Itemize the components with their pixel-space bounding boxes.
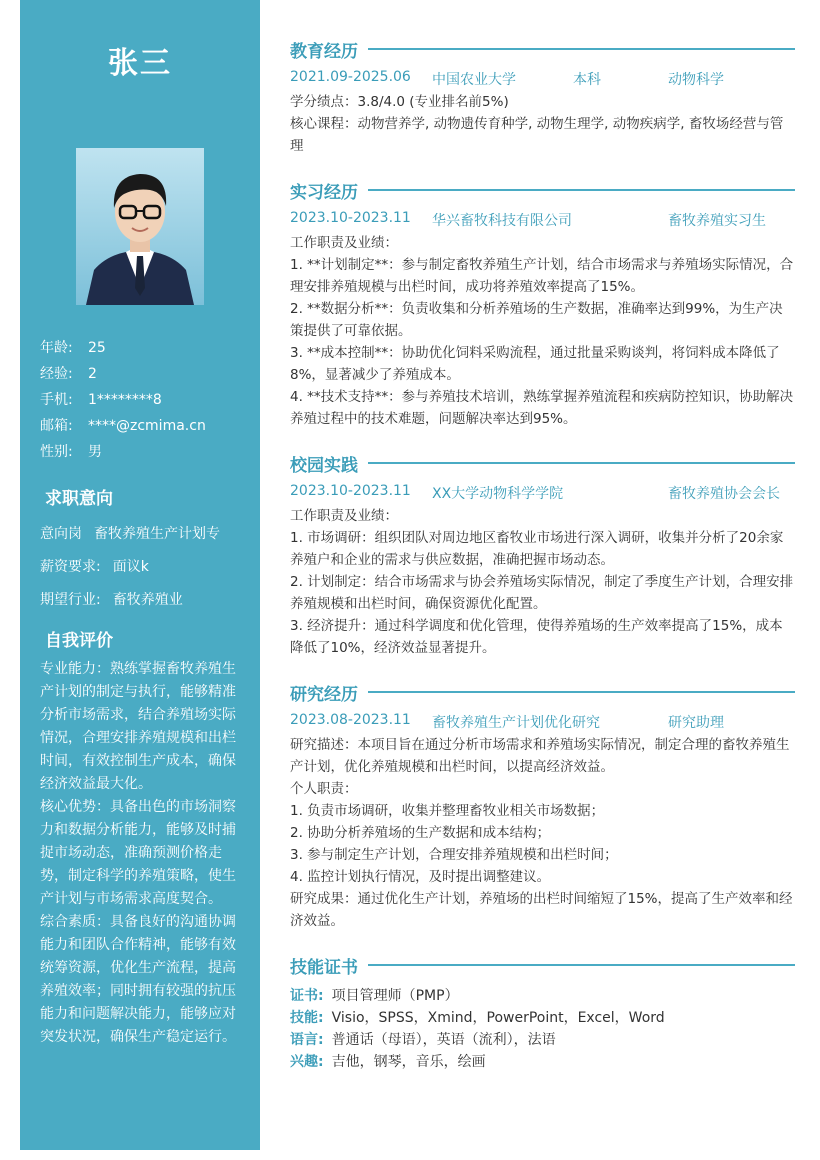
education-date: 2021.09-2025.06 [290,69,411,85]
personal-info [40,335,255,465]
intent-salary: 薪资要求: 面议k [40,559,149,575]
campus-org: XX大学动物科学学院 [432,486,564,502]
campus-role: 畜牧养殖协会会长 [668,486,780,502]
skills-title: 技能证书 [290,957,358,978]
info-experience: 经验: 2 [40,366,97,382]
info-age: 年龄: 25 [40,340,106,356]
campus-body: 工作职责及业绩： 1. 市场调研：组织团队对周边地区畜牧业市场进行深入调研，收集并分析了20余家养殖户和企业的需求与供应数据，准确把握市场动态。 2. 计划制定：结合市场需求与协会养殖场实际情况，制定了季度生产计划，合理安排养殖规模和出栏时间，确保资源优化配置。 3. 经济提升：通过科学调度和优化管理，使得养殖场的生产效率提高了15%，成本降低了10%，经济效益显著提升。 [290,508,794,656]
self-eval-paragraph: 核心优势：具备出色的市场洞察力和数据分析能力，能够及时捕捉市场动态，准确预测价格走势，制定科学的养殖策略，使生产计划与市场需求高度契合。 [40,799,236,907]
section-divider [368,691,795,693]
section-divider [368,964,795,966]
candidate-name: 张三 [108,46,172,81]
education-section [290,37,795,157]
section-divider [368,189,795,191]
campus-date: 2023.10-2023.11 [290,483,411,499]
research-body: 研究描述：本项目旨在通过分析市场需求和养殖场实际情况，制定合理的畜牧养殖生产计划，优化养殖规模和出栏时间，以提高经济效益。 个人职责： 1. 负责市场调研，收集并整理畜牧业相关市场数据； 2. 协助分析养殖场的生产数据和成本结构； 3. 参与制定生产计划，合理安排养殖规模和出栏时间； 4. 监控计划执行情况，及时提出调整建议。 研究成果：通过优化生产计划，养殖场的出栏时间缩短了15%，提高了生产效率和经济效益。 [290,737,793,929]
job-intent-title: 求职意向 [45,489,113,509]
job-intent [40,520,258,619]
campus-meta [290,483,795,505]
internship-section [290,178,795,430]
education-degree: 本科 [573,72,601,88]
research-org: 畜牧养殖生产计划优化研究 [432,715,600,731]
skill-row-skills: 技能: Visio，SPSS，Xmind，PowerPoint，Excel，Word [290,1010,665,1026]
internship-role: 畜牧养殖实习生 [668,213,766,229]
education-major: 动物科学 [668,72,724,88]
skills-list [290,985,795,1073]
internship-meta [290,210,795,232]
research-role: 研究助理 [668,715,724,731]
intent-position: 意向岗 畜牧养殖生产计划专 [40,526,220,542]
research-meta [290,712,795,734]
info-email: 邮箱: ****@zcmima.cn [40,418,206,434]
campus-section [290,451,795,659]
internship-date: 2023.10-2023.11 [290,210,411,226]
research-title: 研究经历 [290,684,358,705]
internship-body: 工作职责及业绩： 1. **计划制定**：参与制定畜牧养殖生产计划，结合市场需求与养殖场实际情况，合理安排养殖规模与出栏时间，成功将养殖效率提高了15%。 2. **数据分析**：负责收集和分析养殖场的生产数据，准确率达到99%，为生产决策提供了可靠依据。 3. **成本控制**：协助优化饲料采购流程，通过批量采购谈判，将饲料成本降低了8%，显著减少了养殖成本。 4. **技术支持**：参与养殖技术培训，熟练掌握养殖流程和疾病防控知识，协助解决养殖过程中的技术难题，问题解决率达到95%。 [290,235,794,427]
info-gender: 性别: 男 [40,444,102,460]
profile-photo [76,148,204,305]
info-phone: 手机: 1********8 [40,392,162,408]
skill-row-interests: 兴趣: 吉他，钢琴，音乐，绘画 [290,1054,486,1070]
internship-org: 华兴畜牧科技有限公司 [432,213,572,229]
education-school: 中国农业大学 [432,72,516,88]
self-eval-paragraph: 专业能力：熟练掌握畜牧养殖生产计划的制定与执行，能够精准分析市场需求，结合养殖场实际情况，合理安排养殖规模和出栏时间，有效控制生产成本，确保经济效益最大化。 [40,661,236,792]
education-body: 学分绩点：3.8/4.0 (专业排名前5%) 核心课程：动物营养学, 动物遗传育种学, 动物生理学, 动物疾病学, 畜牧场经营与管理 [290,94,784,154]
self-eval-paragraph: 综合素质：具备良好的沟通协调能力和团队合作精神，能够有效统筹资源，优化生产流程，提高养殖效率；同时拥有较强的抗压能力和问题解决能力，能够应对突发状况，确保生产稳定运行。 [40,914,236,1045]
sidebar [20,0,260,1150]
education-title: 教育经历 [290,41,358,62]
research-section [290,680,795,932]
skill-row-certificate: 证书: 项目管理师（PMP） [290,988,459,1004]
intent-industry: 期望行业: 畜牧养殖业 [40,592,183,608]
skill-row-languages: 语言: 普通话（母语），英语（流利），法语 [290,1032,556,1048]
section-divider [368,462,795,464]
internship-title: 实习经历 [290,182,358,203]
campus-title: 校园实践 [290,455,358,476]
skills-section [290,953,795,1073]
section-divider [368,48,795,50]
research-date: 2023.08-2023.11 [290,712,411,728]
self-eval-title: 自我评价 [45,631,113,651]
self-eval [40,658,246,1049]
education-meta [290,69,795,91]
